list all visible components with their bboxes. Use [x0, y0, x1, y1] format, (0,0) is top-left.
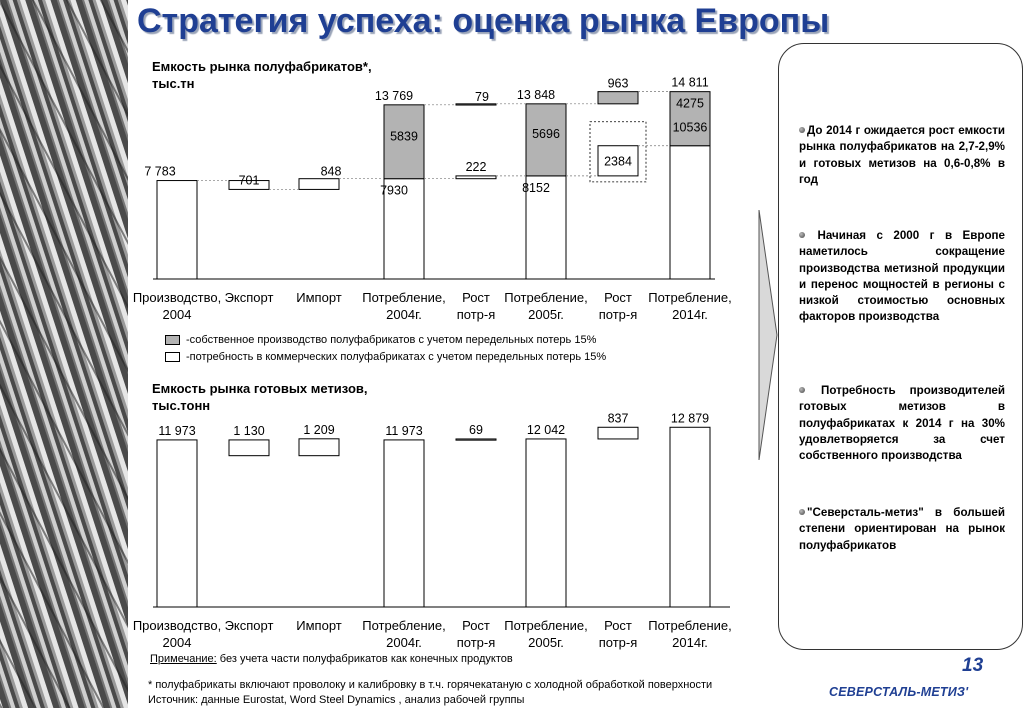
panel-item-1: До 2014 г ожидается рост емкости рынка полуфабрикатов на 2,7-2,9% и готовых метизов на 0,6-0,8% в год — [799, 124, 1005, 186]
bar — [384, 440, 424, 607]
data-label: 69 — [469, 422, 483, 437]
category-label: Потребление, — [362, 290, 446, 305]
steel-wire-rope-image — [0, 0, 128, 708]
category-label: потр-я — [598, 635, 638, 650]
source-note: Источник: данные Eurostat, Word Steel Dynamics , анализ рабочей группы — [148, 694, 525, 706]
need-label: 8152 — [522, 180, 550, 195]
bullet-icon — [799, 387, 805, 393]
category-label: Экспорт — [224, 618, 274, 633]
category-label: 2004 — [162, 307, 192, 322]
need-label: 10536 — [672, 120, 708, 135]
panel-item-2: Начиная с 2000 г в Европе наметилось сокращение производства метизной продукции и перенос мощностей в регионы с низкой стоимостью основных факторов производства — [799, 229, 1005, 324]
own-label: 79 — [475, 89, 489, 104]
category-label: 2014г. — [672, 307, 708, 322]
category-label: Импорт — [296, 618, 342, 633]
category-label: потр-я — [598, 307, 638, 322]
legend-need-label: -потребность в коммерческих полуфабрикатах с учетом передельных потерь 15% — [186, 351, 607, 363]
data-label: 12 042 — [526, 422, 566, 437]
legend-own-label: -собственное производство полуфабрикатов с учетом передельных потерь 15% — [186, 334, 597, 346]
footnote: * полуфабрикаты включают проволоку и калибровку в т.ч. горячекатаную с холодной обработкой поверхности — [148, 679, 713, 691]
data-label: 848 — [320, 164, 342, 179]
chart2-finished-hardware-market — [120, 400, 780, 652]
need-label: 7930 — [380, 183, 408, 198]
category-label: 2004 — [162, 635, 192, 650]
bar-own — [456, 104, 496, 105]
page-title: Стратегия успеха: оценка рынка Европы — [137, 2, 830, 40]
own-label: 963 — [607, 76, 629, 91]
data-label: 1 130 — [233, 423, 265, 438]
category-label: Потребление, — [504, 618, 588, 633]
category-label: Рост — [604, 618, 632, 633]
data-label: 1 209 — [303, 422, 335, 437]
data-label: 12 879 — [670, 411, 710, 426]
category-label: Потребление, — [648, 618, 732, 633]
category-label: Экспорт — [224, 290, 274, 305]
bar — [229, 440, 269, 456]
total-label: 14 811 — [671, 75, 709, 90]
bar-need — [670, 146, 710, 279]
page-number: 13 — [962, 655, 984, 676]
data-label: 701 — [238, 173, 260, 188]
note-text: без учета части полуфабрикатов как конечных продуктов — [216, 653, 513, 665]
legend-need — [165, 351, 606, 363]
category-label: 2014г. — [672, 635, 708, 650]
company-logo: СЕВЕРСТАЛЬ-МЕТИЗ' — [829, 685, 969, 699]
bar — [299, 179, 339, 190]
panel-item-4: "Северсталь-метиз" в большей степени ориентирован на рынок полуфабрикатов — [799, 506, 1005, 552]
bar — [526, 439, 566, 607]
legend-own — [165, 334, 596, 346]
category-label: Рост — [604, 290, 632, 305]
note — [150, 653, 513, 665]
own-label: 4275 — [676, 96, 704, 111]
category-label: Производство, — [132, 290, 222, 305]
bar — [157, 181, 197, 279]
category-label: Потребление, — [648, 290, 732, 305]
chart2-title: Емкость рынка готовых метизов, тыс.тонн — [152, 381, 368, 413]
arrow-right-icon — [757, 210, 779, 460]
bullet-icon — [799, 127, 805, 133]
bullet-icon — [799, 232, 805, 238]
own-label: 5696 — [532, 126, 560, 141]
category-label: Рост — [462, 618, 490, 633]
bar-own — [598, 92, 638, 104]
total-label: 13 848 — [516, 87, 556, 102]
bar — [456, 439, 496, 440]
need-label: 222 — [465, 159, 487, 174]
category-label: потр-я — [456, 635, 496, 650]
category-label: 2004г. — [386, 635, 422, 650]
legend-swatch-need — [165, 352, 180, 362]
bar-need — [456, 176, 496, 179]
category-label: 2005г. — [528, 635, 564, 650]
data-label: 837 — [607, 411, 629, 426]
chart1-semifinished-market — [120, 76, 780, 326]
total-label: 13 769 — [374, 88, 414, 103]
category-label: Потребление, — [362, 618, 446, 633]
category-label: Импорт — [296, 290, 342, 305]
category-label: Производство, — [132, 618, 222, 633]
bar — [598, 427, 638, 439]
legend-swatch-own — [165, 335, 180, 345]
summary-panel — [778, 43, 1023, 650]
category-label: Рост — [462, 290, 490, 305]
own-label: 5839 — [390, 129, 418, 144]
category-label: потр-я — [456, 307, 496, 322]
category-label: 2004г. — [386, 307, 422, 322]
category-label: 2005г. — [528, 307, 564, 322]
chart1-title: Емкость рынка полуфабрикатов*, тыс.тн — [152, 59, 372, 91]
bar — [670, 427, 710, 607]
data-label: 7 783 — [144, 164, 176, 179]
data-label: 11 973 — [385, 423, 423, 438]
panel-item-3: Потребность производителей готовых метизов в полуфабрикатах к 2014 г на 30% удовлетворяется за счет собственного производства — [799, 384, 1005, 463]
note-label: Примечание: — [150, 653, 217, 665]
bar — [299, 439, 339, 456]
bar — [157, 440, 197, 607]
data-label: 11 973 — [158, 423, 196, 438]
bullet-icon — [799, 509, 805, 515]
category-label: Потребление, — [504, 290, 588, 305]
need-label: 2384 — [604, 154, 632, 169]
